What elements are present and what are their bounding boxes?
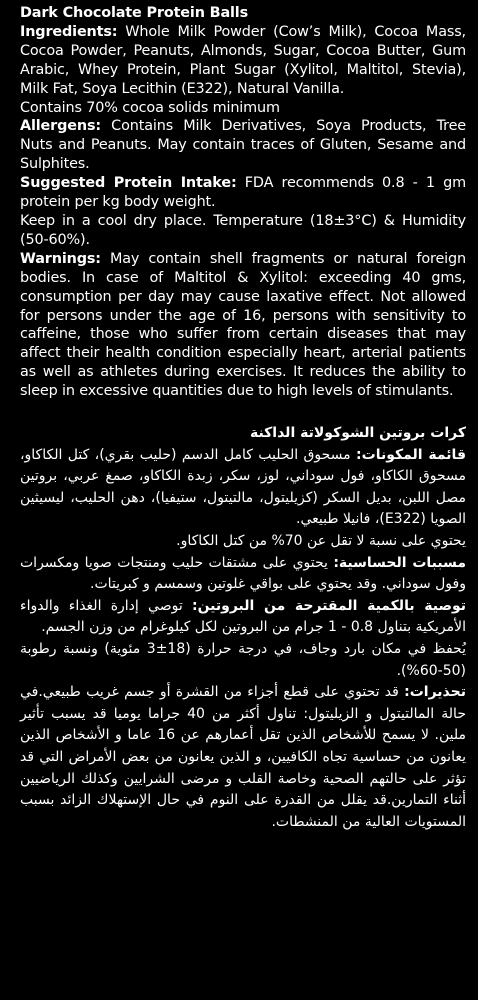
english-section <box>20 4 466 401</box>
cocoa-solids-note-ar: يحتوي على نسبة لا تقل عن 70% من كتل الكاكاو. <box>176 533 466 549</box>
ingredients-label-ar: قائمة المكونات: <box>356 446 466 463</box>
arabic-section <box>20 423 466 833</box>
ingredients-text-ar: مسحوق الحليب كامل الدسم (حليب بقري)، كتل الكاكاو، مسحوق الكاكاو، فول سوداني، لوز، سكر، زبدة الكاكاو، صمغ عربي، بروتين مصل اللبن، بديل السكر (كزيليتول، مالتيتول، ستيفيا)، دهن الحليب، ليسيثين الصويا (E322)، فانيلا طبيعي. <box>20 446 466 528</box>
intake-label-ar: توصية بالكمية المقترحة من البروتين: <box>191 597 467 614</box>
allergens-label-ar: مسببات الحساسية: <box>333 554 467 571</box>
warnings-label: Warnings: <box>20 250 101 267</box>
allergens-paragraph-ar <box>20 553 466 596</box>
intake-label: Suggested Protein Intake: <box>20 175 237 192</box>
allergens-text-ar: يحتوي على مشتقات حليب ومنتجات صويا ومكسرات وفول سوداني. وقد يحتوي على بواقي غلوتين وسمسم و كبريتات. <box>20 554 466 593</box>
storage-note: Keep in a cool dry place. Temperature (18±3°C) & Humidity (50-60%). <box>20 212 466 248</box>
intake-text: FDA recommends 0.8 - 1 gm protein per kg body weight. <box>20 175 466 211</box>
allergens-text: Contains Milk Derivatives, Soya Products, Tree Nuts and Peanuts. May contain traces of Gluten, Sesame and Sulphites. <box>20 118 466 173</box>
warnings-text: May contain shell fragments or natural foreign bodies. In case of Maltitol & Xylitol: exceeding 40 gms, consumption per day may cause laxative effect. Not allowed for persons under the age of 16, persons with sensitivity to caffeine, those who suffer from certain diseases that may affect their health condition especially heart, arterial patients as well as athletes during exercises. It reduces the ability to sleep in excessive quantities due to high levels of stimulants. <box>20 250 466 400</box>
allergens-label: Allergens: <box>20 118 101 135</box>
product-title-ar: كرات بروتين الشوكولاتة الداكنة <box>249 425 466 442</box>
warnings-text-ar: قد تحتوي على قطع أجزاء من القشرة أو جسم غريب طبيعي.في حالة المالتيتول و الزيليتول: تناول أكثر من 40 جراما يوميا قد يسبب تأثير ملين. لا يسمح للأشخاص الذين تقل أعمارهم عن 16 عاما و الأشخاص الذين يعانون من حساسية تجاه الكافيين، و الذين يعانون من بعض الأمراض التي قد تؤثر على حالتهم الصحية وخاصة القلب و مرضى الشرايين وكذلك الرياضيين أثناء التمارين.قد يقلل من القدرة على النوم في حال الإستهلاك الزائد بسبب المستويات العالية من المنشطات. <box>20 684 466 830</box>
ingredients-paragraph-ar <box>20 445 466 531</box>
ingredients-label: Ingredients: <box>20 23 118 40</box>
cocoa-solids-note: Contains 70% cocoa solids minimum <box>20 99 280 116</box>
intake-paragraph-ar <box>20 596 466 639</box>
warnings-paragraph <box>20 250 466 401</box>
warnings-paragraph-ar <box>20 682 466 833</box>
ingredients-paragraph <box>20 23 466 99</box>
intake-text-ar: توصي إدارة الغذاء والدواء الأمريكية بتناول 0.8 - 1 جرام من البروتين لكل كيلوغرام من وزن الجسم. <box>20 597 466 636</box>
ingredients-text: Whole Milk Powder (Cow’s Milk), Cocoa Mass, Cocoa Powder, Peanuts, Almonds, Sugar, Cocoa Butter, Gum Arabic, Whey Protein, Plant Sugar (Xylitol, Maltitol, Stevia), Milk Fat, Soya Lecithin (E322), Natural Vanilla. <box>20 23 466 97</box>
warnings-label-ar: تحذيرات: <box>404 684 466 701</box>
product-title: Dark Chocolate Protein Balls <box>20 5 249 21</box>
allergens-paragraph <box>20 117 466 174</box>
intake-paragraph <box>20 174 466 212</box>
storage-note-ar: يُحفظ في مكان بارد وجاف، في درجة حرارة (18±3 مئوية) ونسبة رطوبة (50-60%). <box>20 640 466 679</box>
